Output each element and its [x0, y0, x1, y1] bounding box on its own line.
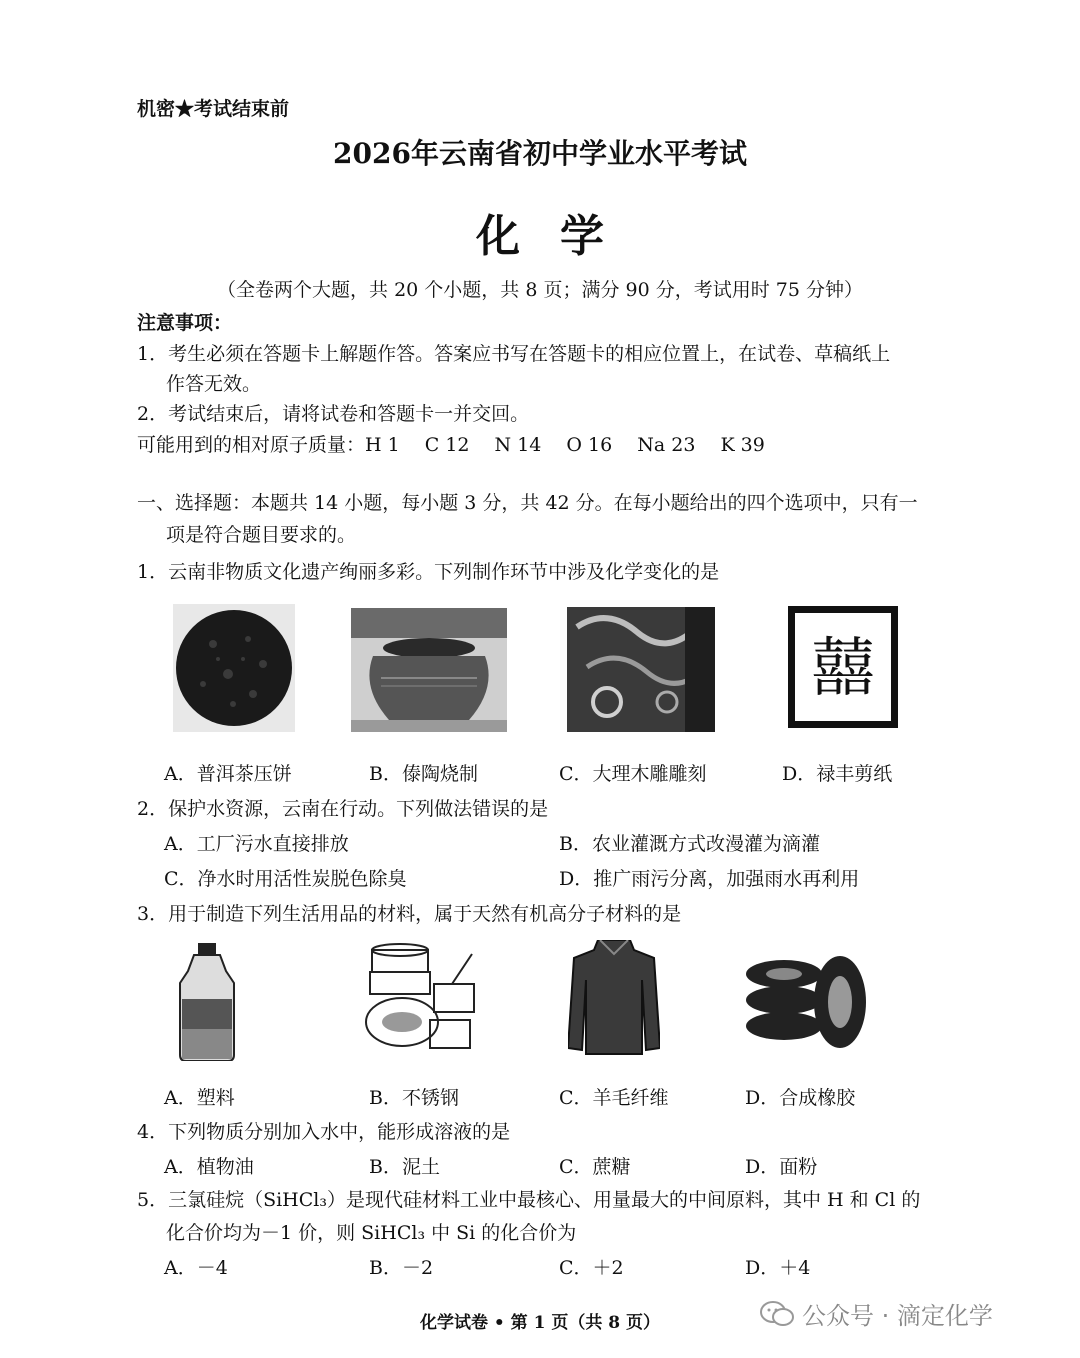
notes-heading: 注意事项：: [137, 312, 233, 334]
question-5-stem-cont: 化合价均为－1 价，则 SiHCl₃ 中 Si 的化合价为: [166, 1222, 577, 1244]
question-4-stem: 4．下列物质分别加入水中，能形成溶液的是: [137, 1121, 511, 1143]
confidential-label: 机密★考试结束前: [137, 98, 290, 120]
q1-option-d: D．禄丰剪纸: [782, 763, 893, 785]
q4-option-b: B．泥土: [369, 1156, 440, 1178]
rubber-tires-image: [744, 950, 874, 1050]
question-5-stem: 5．三氯硅烷（SiHCl₃）是现代硅材料工业中最核心、用量最大的中间原料，其中 H 和 Cl 的: [137, 1189, 921, 1211]
plastic-bottle-image: [176, 943, 238, 1061]
question-1-stem: 1．云南非物质文化遗产绚丽多彩。下列制作环节中涉及化学变化的是: [137, 561, 720, 583]
q2-option-a: A．工厂污水直接排放: [164, 833, 349, 855]
papercut-character: 囍: [811, 632, 875, 706]
q5-option-b: B．－2: [369, 1257, 434, 1279]
wechat-logo-icon: [760, 1301, 794, 1327]
pu-er-tea-cake-image: [173, 604, 295, 732]
dai-pottery-image: [351, 608, 507, 732]
q1-option-c: C．大理木雕雕刻: [559, 763, 707, 785]
exam-title: 2026年云南省初中学业水平考试: [333, 137, 747, 170]
wool-sweater-image: [568, 940, 660, 1056]
q2-option-b: B．农业灌溉方式改漫灌为滴灌: [559, 833, 820, 855]
q2-option-c: C．净水时用活性炭脱色除臭: [164, 868, 407, 890]
q3-option-b: B．不锈钢: [369, 1087, 459, 1109]
dali-woodcarving-image: [567, 607, 715, 732]
page-footer: 化学试卷 • 第 1 页（共 8 页）: [419, 1313, 661, 1333]
q1-option-b: B．傣陶烧制: [369, 763, 478, 785]
notes-item-1-cont: 作答无效。: [166, 373, 262, 395]
q5-option-a: A．－4: [164, 1257, 228, 1279]
paper-info: （全卷两个大题，共 20 个小题，共 8 页；满分 90 分，考试用时 75 分钟）: [217, 279, 863, 301]
notes-item-2: 2．考试结束后，请将试卷和答题卡一并交回。: [137, 403, 530, 425]
q4-option-a: A．植物油: [164, 1156, 254, 1178]
q4-option-d: D．面粉: [745, 1156, 818, 1178]
atomic-mass-line: 可能用到的相对原子质量：H 1 C 12 N 14 O 16 Na 23 K 39: [137, 434, 765, 456]
q4-option-c: C．蔗糖: [559, 1156, 631, 1178]
q3-option-c: C．羊毛纤维: [559, 1087, 669, 1109]
notes-item-1: 1．考生必须在答题卡上解题作答。答案应书写在答题卡的相应位置上，在试卷、草稿纸上: [137, 343, 891, 365]
section-1-heading: 一、选择题：本题共 14 小题，每小题 3 分，共 42 分。在每小题给出的四个选项中，只有一: [137, 492, 918, 514]
q5-option-d: D．＋4: [745, 1257, 811, 1279]
watermark-text: 公众号 · 滴定化学: [802, 1302, 993, 1330]
wechat-watermark: [760, 1296, 993, 1331]
question-3-stem: 3．用于制造下列生活用品的材料，属于天然有机高分子材料的是: [137, 903, 682, 925]
q3-option-a: A．塑料: [164, 1087, 235, 1109]
q2-option-d: D．推广雨污分离，加强雨水再利用: [559, 868, 860, 890]
q1-option-a: A．普洱茶压饼: [164, 763, 292, 785]
q5-option-c: C．＋2: [559, 1257, 624, 1279]
section-1-heading-cont: 项是符合题目要求的。: [166, 524, 357, 546]
lufeng-papercut-image: [788, 606, 898, 728]
question-2-stem: 2．保护水资源，云南在行动。下列做法错误的是: [137, 798, 549, 820]
subject-title: 化学: [476, 211, 644, 262]
q3-option-d: D．合成橡胶: [745, 1087, 856, 1109]
stainless-cookware-image: [362, 940, 480, 1056]
